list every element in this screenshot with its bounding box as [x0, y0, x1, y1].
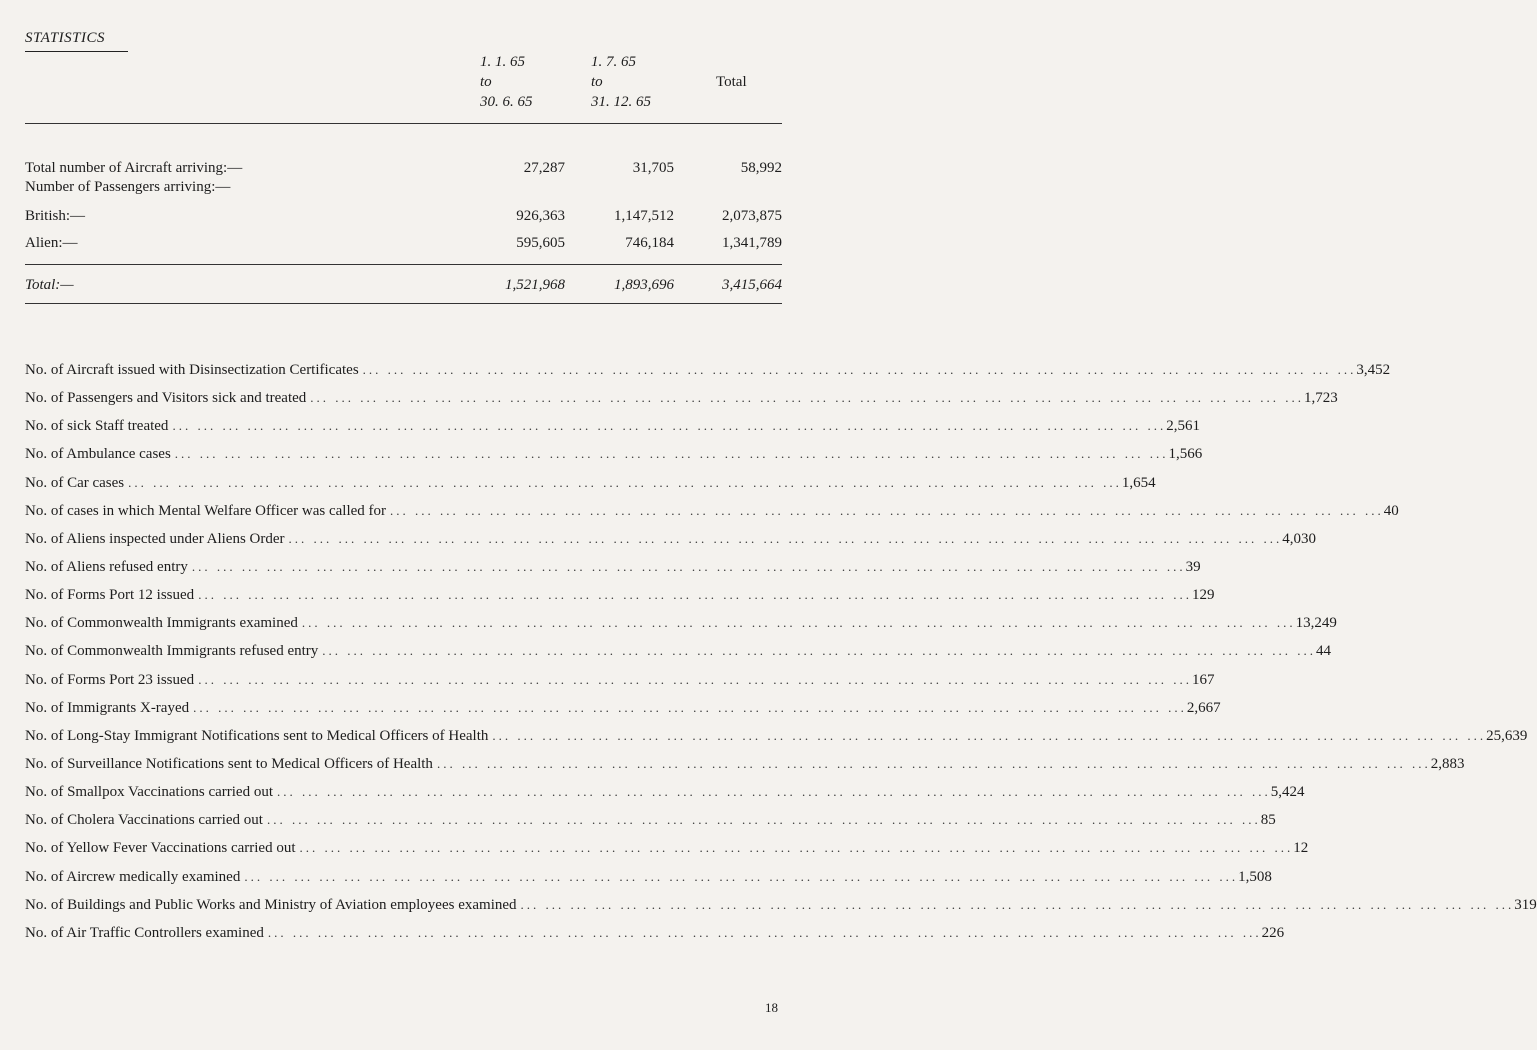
col2-until: 31. 12. 65 — [591, 94, 651, 110]
row-label: British:— — [25, 208, 86, 224]
row-value-second-half: 31,705 — [632, 160, 674, 176]
leader-dots: ... ... ... ... ... ... ... ... ... ... ... ... ... ... ... ... ... ... ... ... ... ... ... ... ... ... ... ... ... ... ... ... ... ... ... ... ... ... ... ... — [198, 587, 1192, 603]
section-title: STATISTICS — [25, 30, 106, 46]
leader-dots: ... ... ... ... ... ... ... ... ... ... ... ... ... ... ... ... ... ... ... ... ... ... ... ... ... ... ... ... ... ... ... ... ... ... ... ... ... ... ... ... — [299, 840, 1294, 856]
list-item: No. of Car cases ... ... ... ... ... ... ... ... ... ... ... ... ... ... ... ... ... ... ... ... ... ... ... ... ... ... ... ... ... ... ... ... ... ... ... ... ... ... ... ... 1,654 — [25, 469, 782, 497]
list-item: No. of Long-Stay Immigrant Notifications sent to Medical Officers of Health ... ... ... ... ... ... ... ... ... ... ... ... ... ... ... ... ... ... ... ... ... ... ... ... ... ... ... ... ... ... ... ... ... ... ... ... ... ... ... ... 25,639 — [25, 722, 782, 750]
leader-dots: ... ... ... ... ... ... ... ... ... ... ... ... ... ... ... ... ... ... ... ... ... ... ... ... ... ... ... ... ... ... ... ... ... ... ... ... ... ... ... ... — [390, 502, 1384, 518]
table-row — [25, 235, 782, 257]
leader-dots: ... ... ... ... ... ... ... ... ... ... ... ... ... ... ... ... ... ... ... ... ... ... ... ... ... ... ... ... ... ... ... ... ... ... ... ... ... ... ... ... — [198, 671, 1192, 687]
leader-dots: ... ... ... ... ... ... ... ... ... ... ... ... ... ... ... ... ... ... ... ... ... ... ... ... ... ... ... ... ... ... ... ... ... ... ... ... ... ... ... ... — [310, 390, 1305, 406]
title-underline — [25, 51, 128, 52]
leader-dots: ... ... ... ... ... ... ... ... ... ... ... ... ... ... ... ... ... ... ... ... ... ... ... ... ... ... ... ... ... ... ... ... ... ... ... ... ... ... ... ... — [322, 643, 1317, 659]
list-item: No. of Cholera Vaccinations carried out ... ... ... ... ... ... ... ... ... ... ... ... ... ... ... ... ... ... ... ... ... ... ... ... ... ... ... ... ... ... ... ... ... ... ... ... ... ... ... ... 85 — [25, 806, 782, 834]
list-item: No. of sick Staff treated ... ... ... ... ... ... ... ... ... ... ... ... ... ... ... ... ... ... ... ... ... ... ... ... ... ... ... ... ... ... ... ... ... ... ... ... ... ... ... ... 2,561 — [25, 412, 782, 440]
subtotal-rule — [25, 264, 782, 265]
leader-dots: ... ... ... ... ... ... ... ... ... ... ... ... ... ... ... ... ... ... ... ... ... ... ... ... ... ... ... ... ... ... ... ... ... ... ... ... ... ... ... ... — [301, 615, 1296, 631]
col2-to: to — [591, 74, 603, 90]
col1-until: 30. 6. 65 — [480, 94, 533, 110]
leader-dots: ... ... ... ... ... ... ... ... ... ... ... ... ... ... ... ... ... ... ... ... ... ... ... ... ... ... ... ... ... ... ... ... ... ... ... ... ... ... ... ... — [436, 755, 1431, 771]
leader-dots: ... ... ... ... ... ... ... ... ... ... ... ... ... ... ... ... ... ... ... ... ... ... ... ... ... ... ... ... ... ... ... ... ... ... ... ... ... ... ... ... — [244, 868, 1239, 884]
col1-from: 1. 1. 65 — [480, 54, 525, 70]
leader-dots: ... ... ... ... ... ... ... ... ... ... ... ... ... ... ... ... ... ... ... ... ... ... ... ... ... ... ... ... ... ... ... ... ... ... ... ... ... ... ... ... — [193, 699, 1187, 715]
leader-dots: ... ... ... ... ... ... ... ... ... ... ... ... ... ... ... ... ... ... ... ... ... ... ... ... ... ... ... ... ... ... ... ... ... ... ... ... ... ... ... ... — [362, 362, 1357, 377]
list-item: No. of Forms Port 12 issued ... ... ... ... ... ... ... ... ... ... ... ... ... ... ... ... ... ... ... ... ... ... ... ... ... ... ... ... ... ... ... ... ... ... ... ... ... ... ... ... 129 — [25, 581, 782, 609]
row-value-second-half: 1,147,512 — [614, 208, 674, 224]
row-value-second-half: 746,184 — [625, 235, 674, 251]
leader-dots: ... ... ... ... ... ... ... ... ... ... ... ... ... ... ... ... ... ... ... ... ... ... ... ... ... ... ... ... ... ... ... ... ... ... ... ... ... ... ... ... — [492, 727, 1487, 743]
page-number: 18 — [765, 1000, 778, 1015]
leader-dots: ... ... ... ... ... ... ... ... ... ... ... ... ... ... ... ... ... ... ... ... ... ... ... ... ... ... ... ... ... ... ... ... ... ... ... ... ... ... ... ... — [277, 784, 1271, 800]
column-header-total: Total — [716, 74, 747, 90]
row-value-first-half: 926,363 — [516, 208, 565, 224]
column-header-first-half — [480, 52, 533, 112]
row-label: Total number of Aircraft arriving:— — [25, 160, 243, 176]
list-item: No. of Commonwealth Immigrants examined ... ... ... ... ... ... ... ... ... ... ... ... ... ... ... ... ... ... ... ... ... ... ... ... ... ... ... ... ... ... ... ... ... ... ... ... ... ... ... ... 13,249 — [25, 609, 782, 637]
leader-dots: ... ... ... ... ... ... ... ... ... ... ... ... ... ... ... ... ... ... ... ... ... ... ... ... ... ... ... ... ... ... ... ... ... ... ... ... ... ... ... ... — [128, 474, 1122, 490]
list-item: No. of Immigrants X-rayed ... ... ... ... ... ... ... ... ... ... ... ... ... ... ... ... ... ... ... ... ... ... ... ... ... ... ... ... ... ... ... ... ... ... ... ... ... ... ... ... 2,667 — [25, 694, 782, 722]
list-item: No. of Aircrew medically examined ... ... ... ... ... ... ... ... ... ... ... ... ... ... ... ... ... ... ... ... ... ... ... ... ... ... ... ... ... ... ... ... ... ... ... ... ... ... ... ... 1,508 — [25, 863, 782, 891]
list-item: No. of Buildings and Public Works and Ministry of Aviation employees examined ... ... ... ... ... ... ... ... ... ... ... ... ... ... ... ... ... ... ... ... ... ... ... ... ... ... ... ... ... ... ... ... ... ... ... ... ... ... ... ... 319 — [25, 891, 782, 919]
header-rule — [25, 123, 782, 124]
col1-to: to — [480, 74, 492, 90]
table-bottom-rule — [25, 303, 782, 304]
list-item: No. of Ambulance cases ... ... ... ... ... ... ... ... ... ... ... ... ... ... ... ... ... ... ... ... ... ... ... ... ... ... ... ... ... ... ... ... ... ... ... ... ... ... ... ... 1,566 — [25, 440, 782, 468]
leader-dots: ... ... ... ... ... ... ... ... ... ... ... ... ... ... ... ... ... ... ... ... ... ... ... ... ... ... ... ... ... ... ... ... ... ... ... ... ... ... ... ... — [267, 924, 1262, 940]
list-item: No. of Commonwealth Immigrants refused entry ... ... ... ... ... ... ... ... ... ... ... ... ... ... ... ... ... ... ... ... ... ... ... ... ... ... ... ... ... ... ... ... ... ... ... ... ... ... ... ... 44 — [25, 637, 782, 665]
row-value-second-half: 1,893,696 — [614, 277, 674, 293]
table-row — [25, 208, 782, 230]
list-item: No. of cases in which Mental Welfare Officer was called for ... ... ... ... ... ... ... ... ... ... ... ... ... ... ... ... ... ... ... ... ... ... ... ... ... ... ... ... ... ... ... ... ... ... ... ... ... ... ... ... 40 — [25, 497, 782, 525]
leader-dots: ... ... ... ... ... ... ... ... ... ... ... ... ... ... ... ... ... ... ... ... ... ... ... ... ... ... ... ... ... ... ... ... ... ... ... ... ... ... ... ... — [266, 812, 1261, 828]
leader-dots: ... ... ... ... ... ... ... ... ... ... ... ... ... ... ... ... ... ... ... ... ... ... ... ... ... ... ... ... ... ... ... ... ... ... ... ... ... ... ... ... — [174, 446, 1169, 462]
row-value-first-half: 27,287 — [523, 160, 565, 176]
row-value-first-half: 595,605 — [516, 235, 565, 251]
list-item: No. of Aliens refused entry ... ... ... ... ... ... ... ... ... ... ... ... ... ... ... ... ... ... ... ... ... ... ... ... ... ... ... ... ... ... ... ... ... ... ... ... ... ... ... ... 39 — [25, 553, 782, 581]
list-item: No. of Aircraft issued with Disinsectization Certificates ... ... ... ... ... ... ... ... ... ... ... ... ... ... ... ... ... ... ... ... ... ... ... ... ... ... ... ... ... ... ... ... ... ... ... ... ... ... ... ... 3,452 — [25, 356, 782, 384]
column-header-second-half — [591, 52, 651, 112]
leader-dots: ... ... ... ... ... ... ... ... ... ... ... ... ... ... ... ... ... ... ... ... ... ... ... ... ... ... ... ... ... ... ... ... ... ... ... ... ... ... ... ... — [288, 530, 1283, 546]
list-item: No. of Aliens inspected under Aliens Order ... ... ... ... ... ... ... ... ... ... ... ... ... ... ... ... ... ... ... ... ... ... ... ... ... ... ... ... ... ... ... ... ... ... ... ... ... ... ... ... 4,030 — [25, 525, 782, 553]
list-item: No. of Forms Port 23 issued ... ... ... ... ... ... ... ... ... ... ... ... ... ... ... ... ... ... ... ... ... ... ... ... ... ... ... ... ... ... ... ... ... ... ... ... ... ... ... ... 167 — [25, 666, 782, 694]
list-item: No. of Surveillance Notifications sent to Medical Officers of Health ... ... ... ... ... ... ... ... ... ... ... ... ... ... ... ... ... ... ... ... ... ... ... ... ... ... ... ... ... ... ... ... ... ... ... ... ... ... ... ... 2,883 — [25, 750, 782, 778]
row-value-total: 1,341,789 — [722, 235, 782, 251]
table-row-total — [25, 277, 782, 299]
row-value-total: 58,992 — [740, 160, 782, 176]
list-item: No. of Air Traffic Controllers examined ... ... ... ... ... ... ... ... ... ... ... ... ... ... ... ... ... ... ... ... ... ... ... ... ... ... ... ... ... ... ... ... ... ... ... ... ... ... ... ... 226 — [25, 919, 782, 947]
row-value-first-half: 1,521,968 — [505, 277, 565, 293]
list-item: No. of Smallpox Vaccinations carried out ... ... ... ... ... ... ... ... ... ... ... ... ... ... ... ... ... ... ... ... ... ... ... ... ... ... ... ... ... ... ... ... ... ... ... ... ... ... ... ... 5,424 — [25, 778, 782, 806]
list-item: No. of Passengers and Visitors sick and treated ... ... ... ... ... ... ... ... ... ... ... ... ... ... ... ... ... ... ... ... ... ... ... ... ... ... ... ... ... ... ... ... ... ... ... ... ... ... ... ... 1,723 — [25, 384, 782, 412]
row-label: Total:— — [25, 277, 74, 293]
leader-dots: ... ... ... ... ... ... ... ... ... ... ... ... ... ... ... ... ... ... ... ... ... ... ... ... ... ... ... ... ... ... ... ... ... ... ... ... ... ... ... ... — [172, 418, 1167, 434]
table-row — [25, 179, 782, 201]
leader-dots: ... ... ... ... ... ... ... ... ... ... ... ... ... ... ... ... ... ... ... ... ... ... ... ... ... ... ... ... ... ... ... ... ... ... ... ... ... ... ... ... — [520, 896, 1515, 912]
row-label: Number of Passengers arriving:— — [25, 179, 231, 195]
statistics-list — [25, 356, 1537, 947]
row-value-total: 2,073,875 — [722, 208, 782, 224]
col2-from: 1. 7. 65 — [591, 54, 636, 70]
list-item: No. of Yellow Fever Vaccinations carried out ... ... ... ... ... ... ... ... ... ... ... ... ... ... ... ... ... ... ... ... ... ... ... ... ... ... ... ... ... ... ... ... ... ... ... ... ... ... ... ... 12 — [25, 834, 782, 862]
row-value-total: 3,415,664 — [722, 277, 782, 293]
leader-dots: ... ... ... ... ... ... ... ... ... ... ... ... ... ... ... ... ... ... ... ... ... ... ... ... ... ... ... ... ... ... ... ... ... ... ... ... ... ... ... ... — [191, 558, 1186, 574]
row-label: Alien:— — [25, 235, 78, 251]
